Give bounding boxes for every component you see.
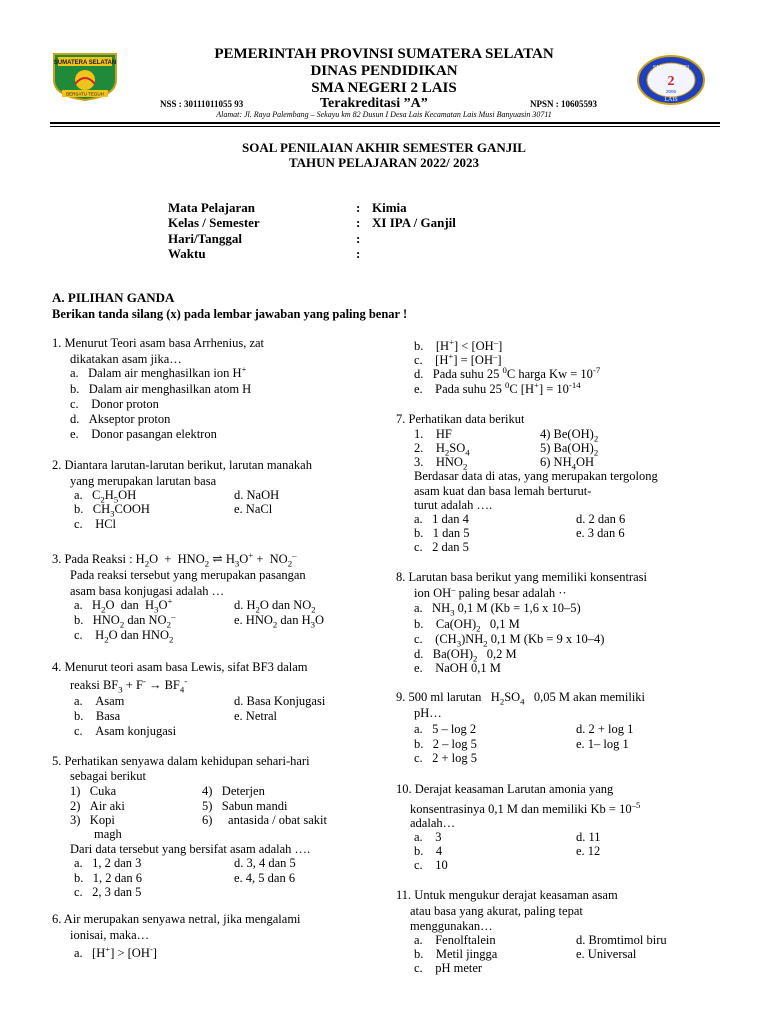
q5-item-6: 6) antasida / obat sakit <box>202 813 327 827</box>
q10-option-c: c. 10 <box>414 858 448 872</box>
q10-stem-2: konsentrasinya 0,1 M dan memiliki $Kb = 10^{-5}$ <box>410 799 641 816</box>
q3-option-b: b. $HNO_2$ dan $NO_2^-$ <box>74 610 176 630</box>
q1-option-c: c. Donor proton <box>70 397 159 411</box>
q7-option-d: d. 2 dan 6 <box>576 512 626 526</box>
q5-item-3: 3) Kopi <box>70 813 115 827</box>
exam-info <box>168 200 568 262</box>
q11-option-d: d. Bromtimol biru <box>576 933 667 947</box>
q5-item-6-cont: magh <box>94 827 122 841</box>
header-npsn: NPSN : 10605593 <box>530 99 597 109</box>
q11-option-c: c. pH meter <box>414 961 483 975</box>
q7-stem-4: turut adalah …. <box>414 498 493 512</box>
q7-option-c: c. 2 dan 5 <box>414 540 469 554</box>
q4-stem: 4. Menurut teori asam basa Lewis, sifat BF3 dalam <box>52 660 308 674</box>
q11-option-a: a. Fenolftalein <box>414 933 496 947</box>
svg-text:2006: 2006 <box>665 89 677 94</box>
q7-option-b: b. 1 dan 5 <box>414 526 470 540</box>
q5-option-b: b. 1, 2 dan 6 <box>74 871 143 885</box>
q3-stem-3: asam basa konjugasi adalah … <box>70 584 225 598</box>
q9-option-d: d. 2 + log 1 <box>576 722 634 736</box>
q7-item-2: 2. $H_2SO_4$ <box>414 441 470 458</box>
q4-option-e: e. Netral <box>234 709 278 723</box>
q6-option-d: d. Pada suhu 25 $^0$C harga $Kw = 10^{-7}$ <box>414 364 601 381</box>
q1-option-b: b. Dalam air menghasilkan atom H <box>70 382 252 396</box>
time-label: Waktu <box>168 246 206 261</box>
q5-option-a: a. 1, 2 dan 3 <box>74 856 142 870</box>
exam-year: TAHUN PELAJARAN 2022/ 2023 <box>288 155 480 170</box>
q11-stem-2: atau basa yang akurat, paling tepat <box>410 904 583 918</box>
q5-option-d: d. 3, 4 dan 5 <box>234 856 296 870</box>
q4-option-c: c. Asam konjugasi <box>74 724 177 738</box>
q5-item-4: 4) Deterjen <box>202 784 265 798</box>
q7-item-1: 1. HF <box>414 427 452 441</box>
svg-text:LAIS: LAIS <box>664 97 678 103</box>
q6-stem: 6. Air merupakan senyawa netral, jika mengalami <box>52 912 301 926</box>
q10-stem: 10. Derajat keasaman Larutan amonia yang <box>396 782 614 796</box>
colon: : <box>356 215 361 230</box>
q8-option-b: b. $Ca(OH)_2$ 0,1 M <box>414 617 520 634</box>
svg-text:SMA NEGERI: SMA NEGERI <box>652 65 690 71</box>
q7-option-a: a. 1 dan 4 <box>414 512 469 526</box>
q2-option-c: c. HCl <box>74 517 117 531</box>
q5-stem-2: sebagai berikut <box>70 769 147 783</box>
q1-stem-2: dikatakan asam jika… <box>70 352 182 366</box>
q9-option-c: c. 2 + log 5 <box>414 751 477 765</box>
svg-text:BERSATU TEGUH: BERSATU TEGUH <box>66 91 104 97</box>
q8-option-c: c. $(CH_3)NH_2$ 0,1 M (Kb = 9 x 10–4) <box>414 632 605 649</box>
left-column <box>52 336 376 966</box>
header-department: DINAS PENDIDIKAN <box>310 63 458 79</box>
class-value: XI IPA / Ganjil <box>372 215 456 230</box>
q2-option-a: a. $C_2H_5OH$ <box>74 488 137 505</box>
q8-option-d: d. $Ba(OH)_2$ 0,2 M <box>414 647 517 664</box>
q6-option-b: b. [H+] < [OH–] <box>414 336 503 353</box>
q3-option-d: d. $H_2O$ dan $NO_2$ <box>234 598 316 615</box>
section-title: A. PILIHAN GANDA <box>52 290 175 305</box>
svg-text:2: 2 <box>667 74 675 89</box>
q10-option-e: e. 12 <box>576 844 601 858</box>
q8-option-e: e. NaOH 0,1 M <box>414 661 501 675</box>
header-school: SMA NEGERI 2 LAIS <box>311 80 457 96</box>
class-label: Kelas / Semester <box>168 215 260 230</box>
header-government: PEMERINTAH PROVINSI SUMATERA SELATAN <box>214 46 554 62</box>
q10-stem-3: adalah… <box>410 816 456 830</box>
q11-option-b: b. Metil jingga <box>414 947 498 961</box>
q7-item-5: 5) $Ba(OH)_2$ <box>540 441 599 458</box>
colon: : <box>356 231 361 246</box>
q7-item-4: 4) $Be(OH)_2$ <box>540 427 599 444</box>
q3-option-a: a. $H_2O$ dan $H_3O^+$ <box>74 595 173 615</box>
q5-stem: 5. Perhatikan senyawa dalam kehidupan sehari-hari <box>52 754 310 768</box>
section-instruction: Berikan tanda silang (x) pada lembar jawaban yang paling benar ! <box>52 307 408 321</box>
q2-stem: 2. Diantara larutan-larutan berikut, larutan manakah <box>52 458 312 472</box>
q1-option-e: e. Donor pasangan elektron <box>70 427 217 441</box>
q11-option-e: e. Universal <box>576 947 637 961</box>
q11-stem-3: menggunakan… <box>410 919 493 933</box>
q4-option-b: b. Basa <box>74 709 121 723</box>
q2-stem-2: yang merupakan larutan basa <box>70 474 217 488</box>
header-address: Alamat: Jl. Raya Palembang – Sekayu km 82 Dusun I Desa Lais Kecamatan Lais Musi Banyuasin 30711 <box>216 110 552 119</box>
q1-option-a: a. Dalam air menghasilkan ion H+ <box>70 363 247 380</box>
q5-item-1: 1) Cuka <box>70 784 117 798</box>
q2-option-b: b. $CH_3COOH$ <box>74 502 150 519</box>
q2-option-d: d. NaOH <box>234 488 280 502</box>
subject-label: Mata Pelajaran <box>168 200 256 215</box>
q4-option-d: d. Basa Konjugasi <box>234 694 326 708</box>
q3-stem-2: Pada reaksi tersebut yang merupakan pasangan <box>70 568 306 582</box>
q10-option-d: d. 11 <box>576 830 601 844</box>
exam-title: SOAL PENILAIAN AKHIR SEMESTER GANJIL <box>242 140 526 155</box>
date-label: Hari/Tanggal <box>168 231 242 246</box>
header-rule-thin <box>50 126 720 127</box>
q3-option-e: e. $HNO_2$ dan $H_3O$ <box>234 613 324 630</box>
q5-option-c: c. 2, 3 dan 5 <box>74 885 142 899</box>
q9-option-e: e. 1– log 1 <box>576 737 629 751</box>
q5-stem-3: Dari data tersebut yang bersifat asam adalah …. <box>70 842 311 856</box>
q7-stem: 7. Perhatikan data berikut <box>396 412 525 426</box>
q7-item-6: 6) $NH_4OH$ <box>540 455 595 472</box>
header-nss: NSS : 30111011055 93 <box>160 99 244 109</box>
q7-item-3: 3. $HNO_2$ <box>414 455 468 472</box>
q5-item-5: 5) Sabun mandi <box>202 799 288 813</box>
q6-option-e: e. Pada suhu 25 $^0$C $[H^+] = 10^{-14}$ <box>414 379 581 396</box>
svg-text:SUMATERA SELATAN: SUMATERA SELATAN <box>53 60 117 66</box>
q8-stem: 8. Larutan basa berikut yang memiliki konsentrasi <box>396 570 647 584</box>
q1-stem: 1. Menurut Teori asam basa Arrhenius, zat <box>52 336 265 350</box>
colon: : <box>356 246 361 261</box>
q6-stem-2: ionisai, maka… <box>70 928 150 942</box>
q2-option-e: e. NaCl <box>234 502 273 516</box>
q3-stem: 3. Pada Reaksi : $H_2O + HNO_2$ ⇌ $H_3O^+ + NO_2^-$ <box>52 549 297 569</box>
q5-item-2: 2) Air aki <box>70 799 125 813</box>
q7-stem-3: asam kuat dan basa lemah berturut- <box>414 484 592 498</box>
q7-stem-2: Berdasar data di atas, yang merupakan tergolong <box>414 469 658 483</box>
q5-option-e: e. 4, 5 dan 6 <box>234 871 296 885</box>
colon: : <box>356 200 361 215</box>
q9-option-a: a. 5 – log 2 <box>414 722 477 736</box>
q8-option-a: a. $NH_3$ 0,1 M (Kb = 1,6 x 10–5) <box>414 601 581 618</box>
header-rule-thick <box>50 122 720 124</box>
q10-option-a: a. 3 <box>414 830 442 844</box>
q9-option-b: b. 2 – log 5 <box>414 737 477 751</box>
q6-option-c: c. [H+] = [OH–] <box>414 350 502 367</box>
q6-option-a: a. [H+] > [OH-] <box>74 943 157 960</box>
q1-option-d: d. Akseptor proton <box>70 412 171 426</box>
q9-stem-2: pH… <box>414 706 442 720</box>
header-accreditation: Terakreditasi ”A” <box>320 96 428 111</box>
q9-stem: 9. 500 ml larutan $H_2SO_4$ 0,05 M akan memiliki <box>396 690 646 707</box>
subject-value: Kimia <box>372 200 407 215</box>
q3-option-c: c. $H_2O$ dan $HNO_2$ <box>74 628 174 645</box>
q4-stem-2: reaksi $BF_3 + F^- \to BF_4^-$ <box>70 675 188 695</box>
q4-option-a: a. Asam <box>74 694 125 708</box>
q7-option-e: e. 3 dan 6 <box>576 526 625 540</box>
right-column <box>396 336 720 976</box>
q11-stem: 11. Untuk mengukur derajat keasaman asam <box>396 888 618 902</box>
q8-stem-2: ion OH– paling besar adalah ·· <box>414 583 567 600</box>
q10-option-b: b. 4 <box>414 844 443 858</box>
